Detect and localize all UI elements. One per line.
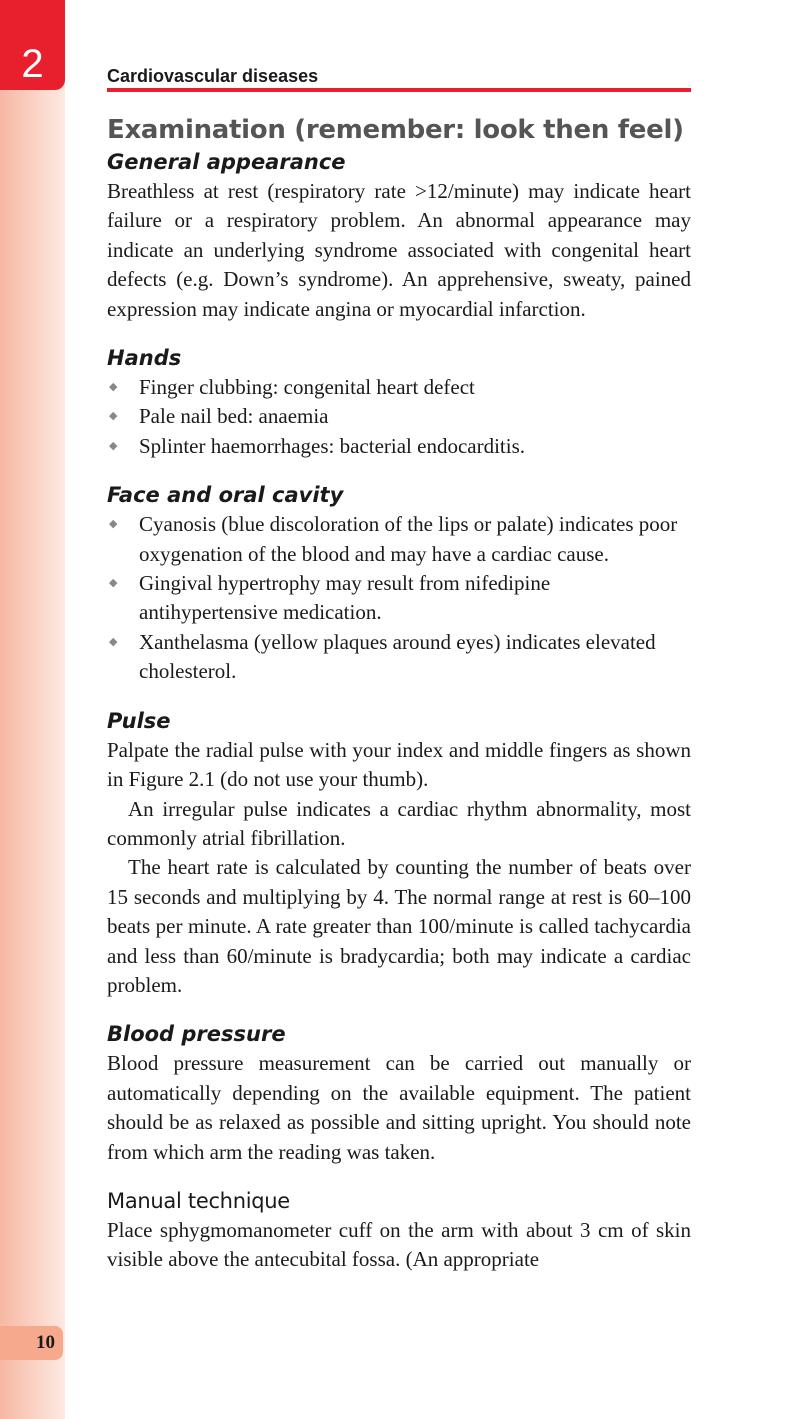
- list-item: ◆ Pale nail bed: anaemia: [107, 402, 691, 431]
- diamond-bullet-icon: ◆: [109, 635, 118, 648]
- subheading-hands: Hands: [107, 346, 182, 371]
- face-section: [107, 481, 691, 686]
- list-item: ◆ Xanthelasma (yellow plaques around eyes) indicates elevated cholesterol.: [109, 629, 656, 684]
- paragraph: The heart rate is calculated by counting the number of beats over 15 seconds and multiplying by 4. The normal range at rest is 60–100 beats per minute. A rate greater than 100/minute is called tachycardia and less than 60/minute is bradycardia; both may indicate a cardiac problem.: [107, 855, 691, 997]
- running-head: Cardiovascular diseases: [107, 66, 319, 86]
- section-heading: Examination (remember: look then feel): [107, 115, 684, 145]
- list-item: ◆ Gingival hypertrophy may result from nifedipine antihypertensive medication.: [109, 571, 551, 625]
- side-margin-strip: [0, 0, 65, 1419]
- list-item: ◆ Cyanosis (blue discoloration of the lips or palate) indicates poor oxygenation of the blood and may have a cardiac cause.: [109, 512, 678, 566]
- paragraph: An irregular pulse indicates a cardiac rhythm abnormality, most commonly atrial fibrillation.: [107, 796, 691, 850]
- chapter-number-tab: 2: [0, 0, 65, 90]
- paragraph: Blood pressure measurement can be carried out manually or automatically depending on the available equipment. The patient should be as relaxed as possible and sitting upright. You should note from which arm the reading was taken.: [107, 1051, 691, 1164]
- subheading-pulse: Pulse: [107, 708, 171, 733]
- diamond-bullet-icon: ◆: [109, 381, 118, 394]
- diamond-bullet-icon: ◆: [109, 439, 118, 452]
- subheading-general: General appearance: [107, 150, 346, 174]
- diamond-bullet-icon: ◆: [109, 518, 118, 531]
- subheading-face: Face and oral cavity: [107, 483, 344, 508]
- diamond-bullet-icon: ◆: [109, 410, 118, 423]
- bullet-list: [107, 373, 691, 461]
- page-number: 10: [0, 1326, 63, 1360]
- paragraph: Place sphygmomanometer cuff on the arm with about 3 cm of skin visible above the antecubital fossa. (An appropriate: [107, 1217, 691, 1272]
- paragraph: Breathless at rest (respiratory rate >12/minute) may indicate heart failure or a respiratory problem. An abnormal appearance may indicate an underlying syndrome associated with congenital heart defects (e.g. Down’s syndrome). An apprehensive, sweaty, pained expression may indicate angina or myocardial infarction.: [107, 179, 691, 321]
- diamond-bullet-icon: ◆: [109, 577, 118, 590]
- blood-pressure-section: [107, 1020, 691, 1167]
- bullet-list: [107, 510, 691, 686]
- list-item: ◆ Splinter haemorrhages: bacterial endocarditis.: [107, 432, 691, 461]
- page-body: [107, 112, 691, 1275]
- paragraph: Palpate the radial pulse with your index and middle fingers as shown in Figure 2.1 (do not use your thumb).: [107, 737, 691, 792]
- hands-section: [107, 344, 691, 461]
- general-appearance-section: [107, 148, 691, 324]
- subheading-blood-pressure: Blood pressure: [107, 1022, 286, 1047]
- subheading-manual: Manual technique: [107, 1188, 290, 1213]
- pulse-section: [107, 707, 691, 1001]
- list-item: ◆ Finger clubbing: congenital heart defect: [107, 373, 691, 402]
- manual-technique-section: [107, 1187, 691, 1275]
- header-rule: [107, 88, 691, 92]
